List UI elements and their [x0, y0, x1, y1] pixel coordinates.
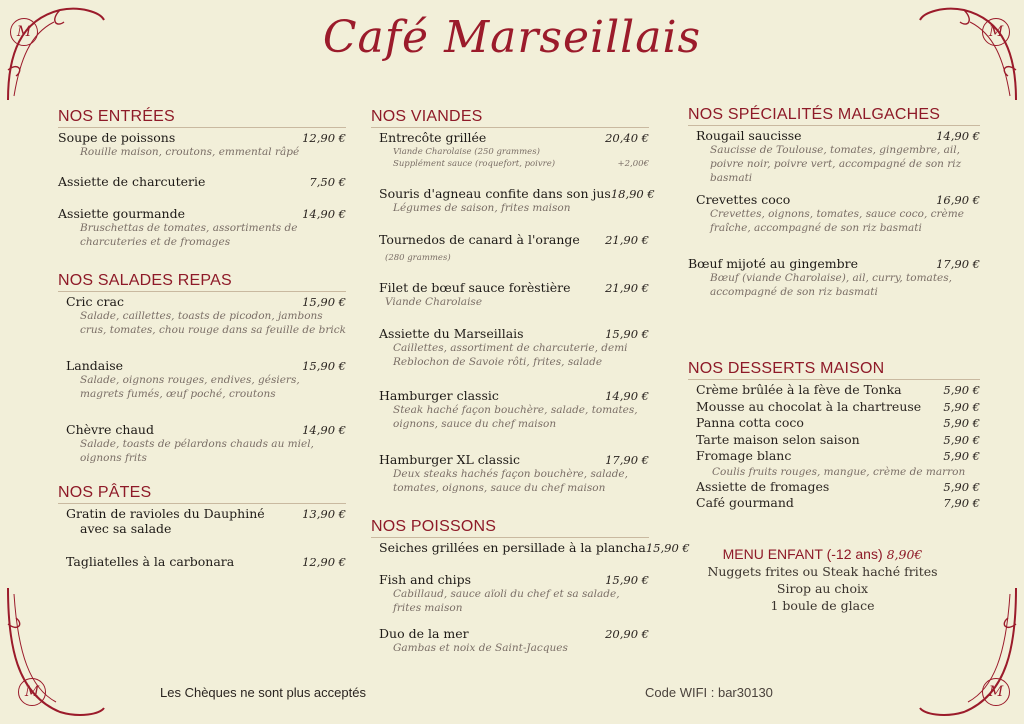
- item-description: Saucisse de Toulouse, tomates, gingembre, ail, poivre noir, poivre vert, accompagné de son riz basmati: [710, 144, 962, 184]
- item-description: Viande Charolaise (250 grammes): [393, 147, 540, 157]
- footer-cheques-notice: Les Chèques ne sont plus acceptés: [160, 685, 366, 700]
- item-name: Crème brûlée à la fève de Tonka: [696, 382, 902, 397]
- section-heading-salades: NOS SALADES REPAS: [58, 272, 346, 292]
- section-malgaches: [688, 106, 980, 360]
- item-name: Hamburger XL classic: [379, 452, 521, 467]
- section-heading-pates: NOS PÂTES: [58, 484, 346, 504]
- restaurant-title: Café Marseillais: [322, 12, 702, 63]
- kids-menu-line: Nuggets frites ou Steak haché frites: [707, 564, 938, 579]
- item-price: 15,90 €: [302, 359, 346, 373]
- item-price: 14,90 €: [936, 129, 980, 143]
- item-name: Landaise: [66, 358, 124, 373]
- item-description: Légumes de saison, frites maison: [393, 202, 571, 214]
- item-price: 14,90 €: [302, 423, 346, 437]
- section-heading-entrees: NOS ENTRÉES: [58, 108, 346, 128]
- item-price: 21,90 €: [605, 233, 649, 247]
- monogram-bottom-right: M: [982, 678, 1010, 706]
- item-price: 5,90 €: [943, 416, 980, 430]
- dessert-item: [696, 415, 980, 432]
- item-price: 17,90 €: [605, 453, 649, 467]
- item-price: 12,90 €: [302, 555, 346, 569]
- dessert-item: [696, 448, 980, 465]
- menu-item: [688, 192, 980, 256]
- monogram-top-right: M: [982, 18, 1010, 46]
- section-viandes: [371, 108, 655, 516]
- menu-item: [371, 326, 649, 388]
- item-name: Rougail saucisse: [696, 128, 802, 143]
- menu-item: [688, 256, 980, 360]
- item-price: 5,90 €: [943, 479, 980, 494]
- item-name: Assiette de fromages: [696, 478, 830, 494]
- column-right: [688, 106, 980, 512]
- menu-item: [58, 174, 346, 206]
- item-description: Salade, toasts de pélardons chauds au miel, oignons frits: [80, 438, 314, 464]
- item-description: Crevettes, oignons, tomates, sauce coco, crème fraîche, accompagné de son riz basmati: [710, 208, 964, 234]
- menu-item: [371, 540, 690, 572]
- item-price: 20,40 €: [605, 131, 649, 145]
- menu-item: [371, 388, 649, 452]
- item-price: 5,90 €: [943, 399, 980, 414]
- menu-item: [371, 626, 649, 655]
- kids-menu: [690, 546, 955, 614]
- menu-item: [58, 554, 346, 569]
- item-price: 15,90 €: [302, 295, 346, 309]
- item-name: Tournedos de canard à l'orange: [379, 232, 580, 247]
- item-name: Tagliatelles à la carbonara: [66, 554, 235, 569]
- dessert-item: [696, 399, 980, 416]
- item-name: Assiette de charcuterie: [58, 174, 206, 189]
- item-description: Bruschettas de tomates, assortiments de charcuteries et de fromages: [80, 222, 298, 248]
- item-price: 5,90 €: [943, 383, 980, 397]
- kids-menu-title: MENU ENFANT (-12 ans): [722, 546, 883, 562]
- item-price: 15,90 €: [605, 573, 649, 587]
- kids-menu-line: Sirop au choix: [776, 581, 869, 596]
- item-description: Coulis fruits rouges, mangue, crème de marron: [712, 465, 966, 478]
- menu-item: [58, 506, 346, 554]
- menu-item: [58, 358, 346, 422]
- item-name: Crevettes coco: [696, 192, 791, 207]
- item-name: Assiette du Marseillais: [379, 326, 524, 341]
- item-price: 13,90 €: [302, 507, 346, 521]
- dessert-item: [696, 432, 980, 449]
- item-description: (280 grammes): [385, 253, 451, 263]
- supplement-price: +2,00€: [617, 159, 649, 169]
- dessert-item: [696, 495, 980, 512]
- item-name: Entrecôte grillée: [379, 130, 487, 145]
- section-heading-viandes: NOS VIANDES: [371, 108, 649, 128]
- item-name: Filet de bœuf sauce forèstière: [379, 280, 571, 295]
- item-name: Café gourmand: [696, 495, 794, 510]
- item-description: Viande Charolaise: [385, 296, 483, 308]
- item-description: Steak haché façon bouchère, salade, tomates, oignons, sauce du chef maison: [393, 404, 638, 430]
- item-description: Cabillaud, sauce aïoli du chef et sa salade, frites maison: [393, 588, 620, 614]
- item-name: Bœuf mijoté au gingembre: [688, 256, 858, 271]
- menu-item: [371, 232, 649, 280]
- item-description: Gambas et noix de Saint-Jacques: [393, 642, 568, 654]
- item-price: 21,90 €: [605, 281, 649, 295]
- menu-item: [371, 572, 649, 626]
- item-name: Tarte maison selon saison: [696, 431, 860, 447]
- item-name: Fromage blanc: [696, 448, 792, 463]
- item-description: Deux steaks hachés façon bouchère, salade, tomates, oignons, sauce du chef maison: [393, 468, 628, 494]
- kids-menu-line: 1 boule de glace: [770, 598, 875, 613]
- menu-item: [371, 130, 649, 186]
- item-name: Soupe de poissons: [58, 130, 176, 145]
- dessert-item: [696, 479, 980, 496]
- item-name: Duo de la mer: [379, 626, 469, 641]
- item-price: 5,90 €: [943, 432, 980, 447]
- menu-item: [371, 186, 655, 232]
- item-price: 14,90 €: [605, 389, 649, 403]
- item-price: 7,90 €: [943, 496, 980, 510]
- item-name: Souris d'agneau confite dans son jus: [379, 186, 611, 201]
- footer-wifi-code: Code WIFI : bar30130: [645, 685, 773, 700]
- item-description: Salade, caillettes, toasts de picodon, jambons crus, tomates, chou rouge dans sa feuille de brick: [80, 310, 346, 336]
- menu-item: [371, 280, 649, 326]
- section-pates: [58, 484, 346, 569]
- monogram-top-left: M: [10, 18, 38, 46]
- item-price: 14,90 €: [302, 207, 346, 221]
- menu-item: [371, 452, 649, 516]
- menu-item: [58, 422, 346, 484]
- section-heading-poissons: NOS POISSONS: [371, 518, 649, 538]
- item-name: Chèvre chaud: [66, 422, 154, 437]
- item-name: Seiches grillées en persillade à la plancha: [379, 540, 646, 555]
- item-name: Mousse au chocolat à la chartreuse: [696, 398, 922, 414]
- item-description: Caillettes, assortiment de charcuterie, demi Reblochon de Savoie rôti, frites, salade: [393, 342, 628, 368]
- item-name-line2: avec sa salade: [80, 521, 172, 536]
- item-price: 15,90 €: [645, 541, 690, 555]
- section-poissons: [371, 518, 690, 655]
- section-entrees: [58, 108, 346, 272]
- item-price: 17,90 €: [936, 257, 980, 271]
- item-price: 15,90 €: [605, 327, 649, 341]
- item-name: Gratin de ravioles du Dauphiné: [66, 506, 265, 521]
- kids-menu-price: 8,90€: [886, 547, 923, 562]
- supplement-label: Supplément sauce (roquefort, poivre): [393, 159, 556, 169]
- section-salades: [58, 272, 346, 484]
- section-heading-desserts: NOS DESSERTS MAISON: [688, 360, 980, 380]
- column-left: [58, 108, 346, 569]
- section-desserts: [688, 360, 980, 512]
- item-price: 12,90 €: [302, 131, 346, 145]
- item-name: Hamburger classic: [379, 388, 499, 403]
- item-price: 16,90 €: [936, 193, 980, 207]
- dessert-item: [696, 382, 980, 399]
- item-price: 5,90 €: [943, 449, 980, 463]
- menu-item: [58, 206, 346, 272]
- section-heading-malgaches: NOS SPÉCIALITÉS MALGACHES: [688, 106, 980, 126]
- item-name: Cric crac: [66, 294, 124, 309]
- column-middle: [371, 108, 690, 655]
- item-name: Assiette gourmande: [58, 206, 185, 221]
- item-description: Rouille maison, croutons, emmental râpé: [80, 146, 300, 158]
- menu-item: [58, 294, 346, 358]
- item-name: Fish and chips: [379, 572, 472, 587]
- item-price: 18,90 €: [610, 187, 655, 201]
- item-price: 20,90 €: [605, 627, 649, 641]
- item-description: Bœuf (viande Charolaise), ail, curry, tomates, accompagné de son riz basmati: [710, 272, 952, 298]
- corner-ornament-bottom-left: [0, 584, 110, 724]
- menu-item: [58, 130, 346, 174]
- menu-item: [688, 128, 980, 192]
- monogram-bottom-left: M: [18, 678, 46, 706]
- item-description: Salade, oignons rouges, endives, gésiers, magrets fumés, œuf poché, croutons: [80, 374, 300, 400]
- item-name: Panna cotta coco: [696, 415, 804, 430]
- item-price: 7,50 €: [309, 175, 346, 189]
